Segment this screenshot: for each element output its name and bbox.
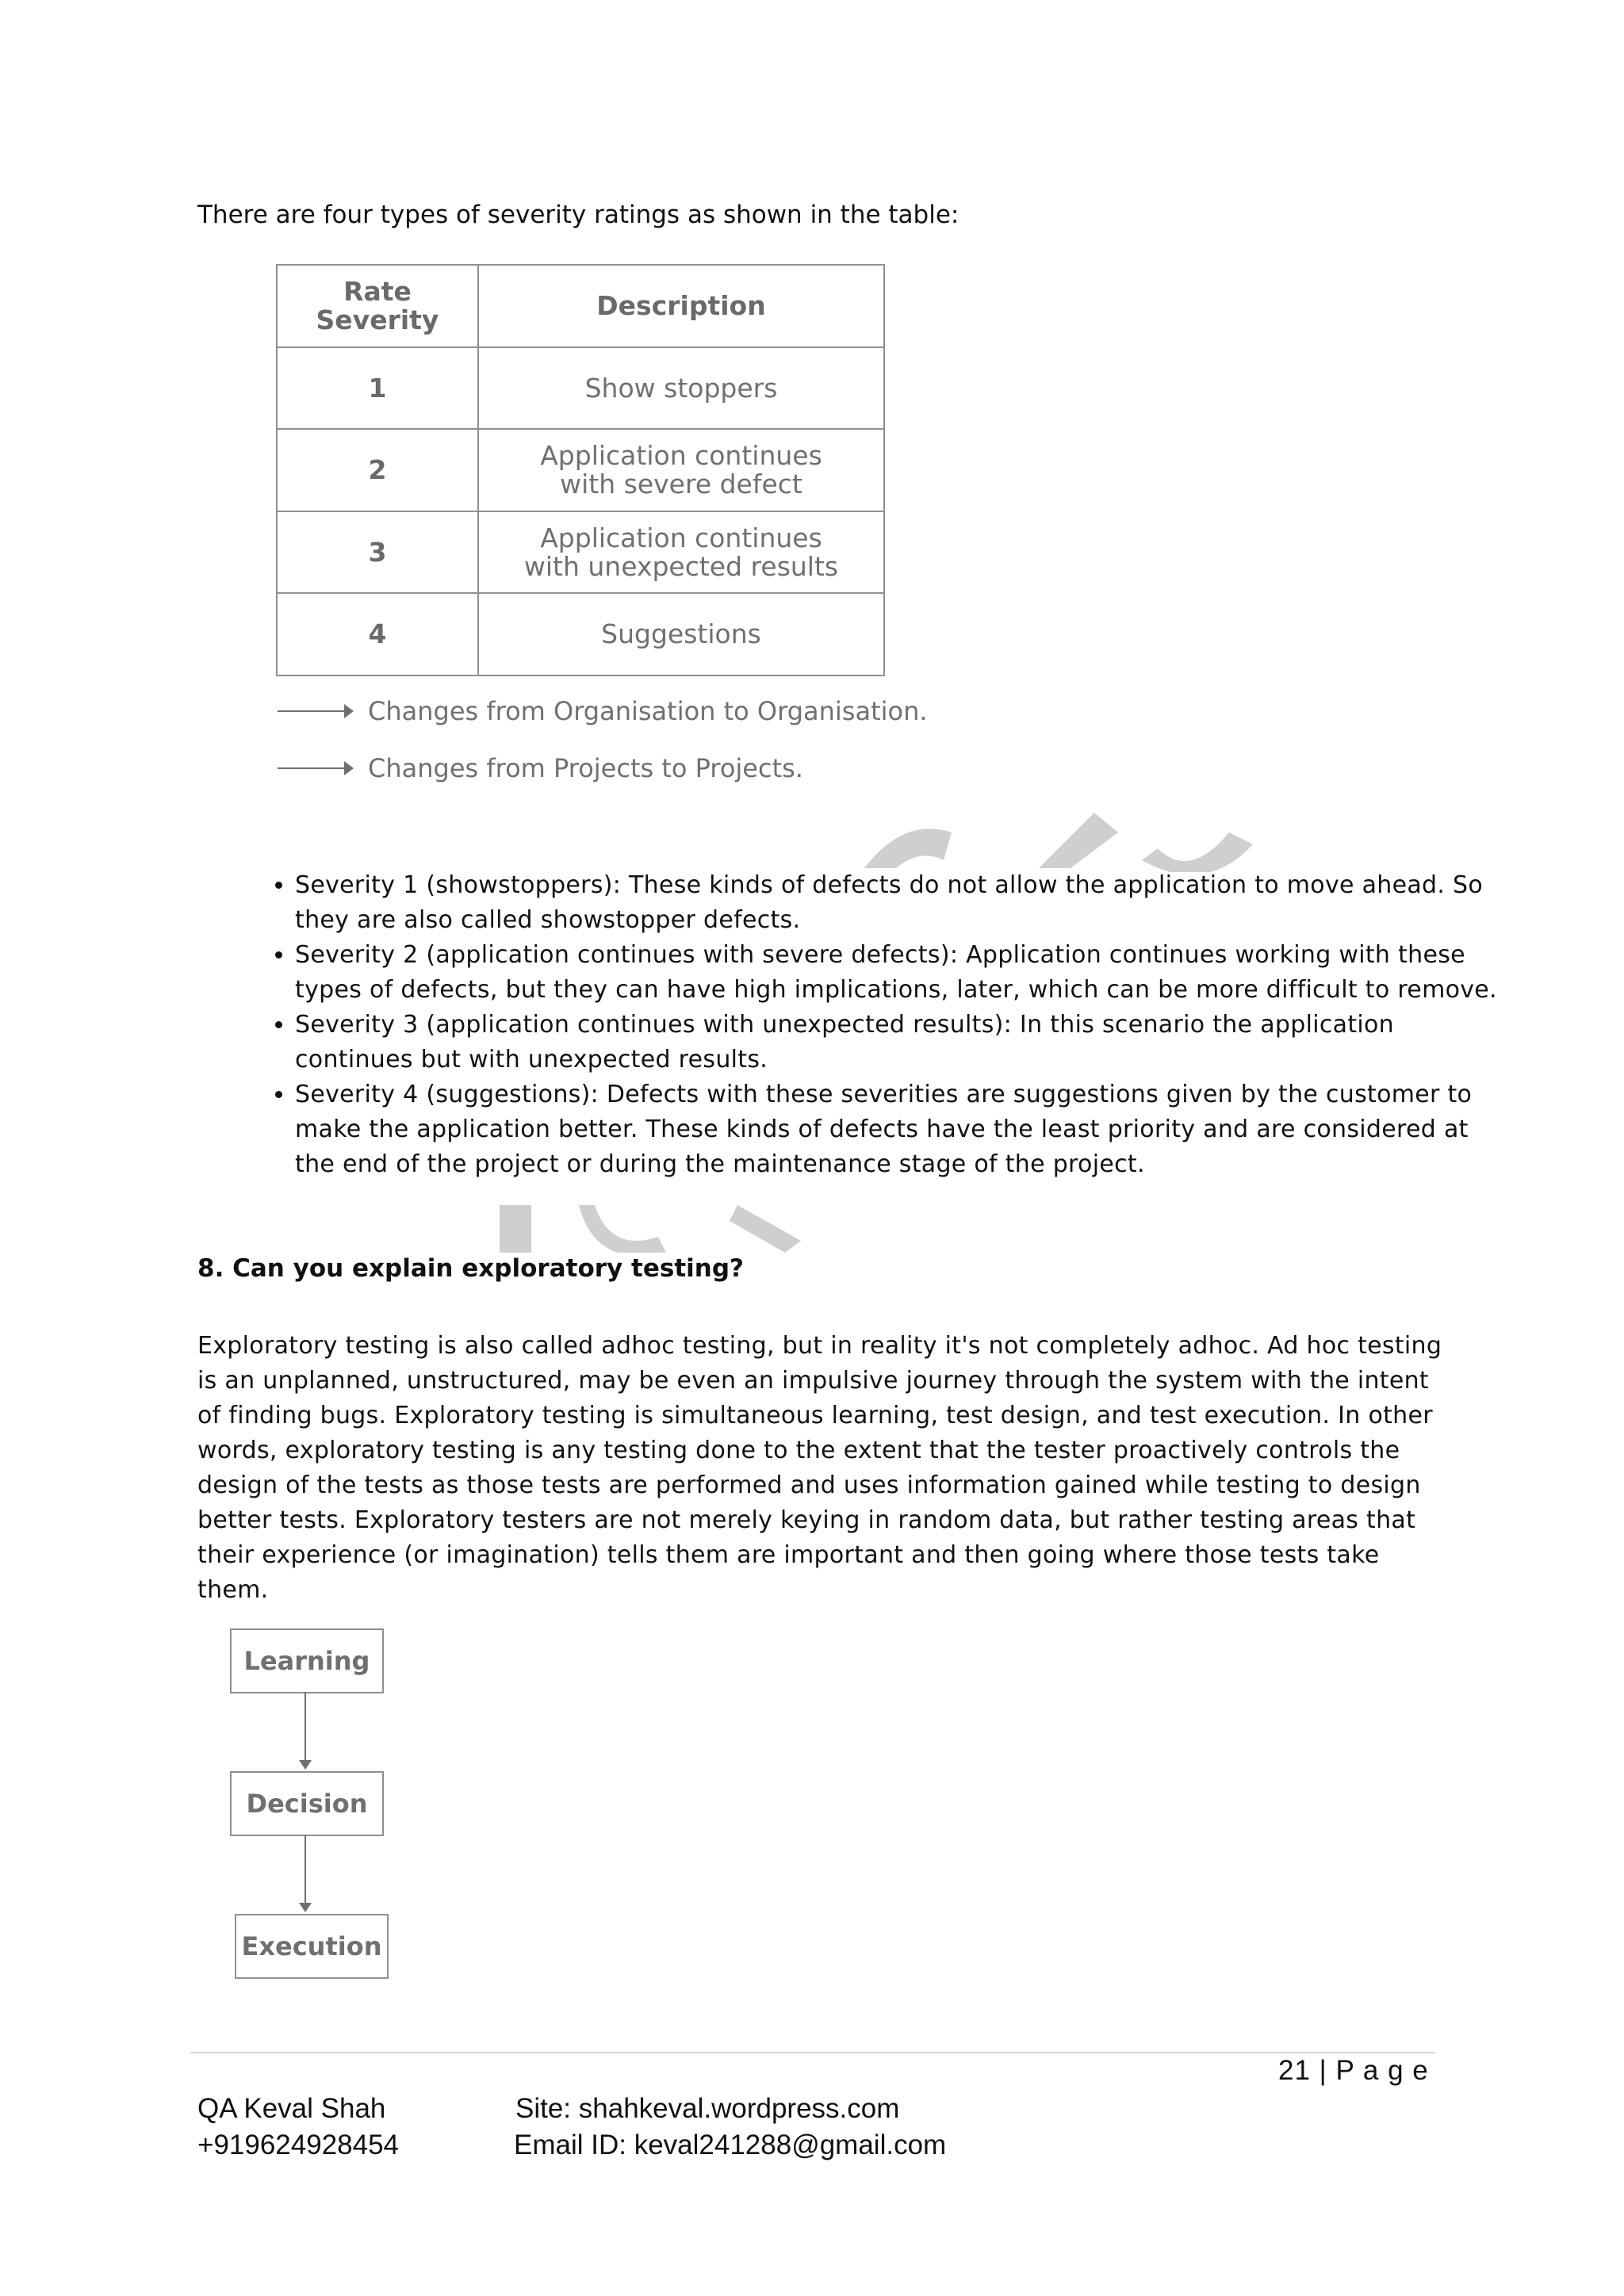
list-item: • Severity 4 (suggestions): Defects with these severities are suggestions given by the customer to make the application better. These kinds of defects have the least priority and are considered at the end of the project or during the maintenance stage of the project. <box>295 1077 1500 1182</box>
rate-cell: 4 <box>277 593 478 675</box>
list-item: • Severity 3 (application continues with unexpected results): In this scenario the application continues but with unexpected results. <box>295 1008 1500 1077</box>
list-item: • Severity 1 (showstoppers): These kinds of defects do not allow the application to move ahead. So they are also called showstopper defects. <box>295 868 1500 938</box>
arrow-down-icon <box>299 1760 312 1770</box>
description-cell: Show stoppers <box>478 347 884 429</box>
list-item: • Severity 2 (application continues with severe defects): Application continues working with these types of defects, but they can have high implications, later, which can be more difficult to remove. <box>295 938 1500 1008</box>
arrow-right-icon <box>278 710 350 712</box>
flow-connector <box>304 1692 306 1768</box>
note-item <box>278 752 803 784</box>
intro-text: There are four types of severity ratings as shown in the table: <box>197 201 959 229</box>
note-item <box>278 695 928 727</box>
flow-box-execution: Execution <box>235 1914 389 1979</box>
severity-table <box>276 264 885 676</box>
description-cell: Application continues with unexpected results <box>478 511 884 593</box>
note-text: Changes from Projects to Projects. <box>368 753 803 783</box>
note-text: Changes from Organisation to Organisation. <box>368 696 928 726</box>
watermark-graphic <box>856 801 1269 872</box>
rate-cell: 1 <box>277 347 478 429</box>
footer-author: QA Keval Shah <box>197 2093 386 2124</box>
header-description: Description <box>478 265 884 347</box>
footer-phone: +919624928454 <box>197 2130 400 2160</box>
footer-divider <box>190 2052 1435 2053</box>
question-heading: 8. Can you explain exploratory testing? <box>197 1254 745 1283</box>
watermark-graphic-lower <box>500 1205 833 1253</box>
footer-email: Email ID: keval241288@gmail.com <box>514 2130 947 2160</box>
description-cell: Suggestions <box>478 593 884 675</box>
exploratory-paragraph: Exploratory testing is also called adhoc testing, but in reality it's not completely adhoc. Ad hoc testing is an unplanned, unstructured, may be even an impulsive journey through the system with the intent of finding bugs. Exploratory testing is simultaneous learning, test design, and test execution. In other words, exploratory testing is any testing done to the extent that the tester proactively controls the design of the tests as those tests are performed and uses information gained while testing to design better tests. Exploratory testers are not merely keying in random data, but rather testing areas that their experience (or imagination) tells them are important and then going where those tests take them. <box>197 1332 1442 1604</box>
description-cell: Application continues with severe defect <box>478 429 884 511</box>
flow-box-decision: Decision <box>230 1771 384 1836</box>
arrow-right-icon <box>278 767 350 769</box>
flow-connector <box>304 1835 306 1911</box>
arrow-down-icon <box>299 1903 312 1912</box>
rate-cell: 2 <box>277 429 478 511</box>
page-number: 21 | P a g e <box>1278 2055 1429 2086</box>
header-rate-severity: Rate Severity <box>277 265 478 347</box>
flow-box-learning: Learning <box>230 1628 384 1693</box>
rate-cell: 3 <box>277 511 478 593</box>
severity-bullet-list <box>238 868 1500 1182</box>
footer-site: Site: shahkeval.wordpress.com <box>515 2093 900 2124</box>
